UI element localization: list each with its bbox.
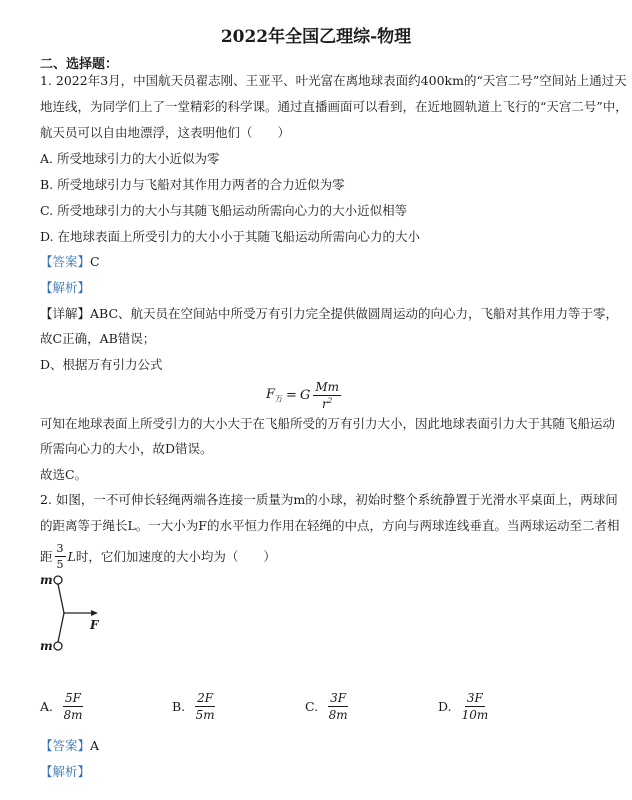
q2-analysis-tag: 【解析】 [40, 764, 91, 779]
q1-option-c: C. 所受地球引力的大小与其随飞船运动所需向心力的大小近似相等 [40, 203, 408, 218]
option-numerator: 3F [466, 691, 483, 705]
lower-rope [58, 613, 64, 642]
q2-option-c [305, 692, 348, 721]
q1-detail-line-2: 故C正确，AB错误； [40, 331, 156, 346]
option-denominator: 8m [328, 708, 348, 722]
q1-after-line-1: 可知在地球表面上所受引力的大小大于在飞船所受的万有引力大小，因此地球表面引力大于其随飞船运动 [40, 416, 616, 431]
detail-text: ABC、航天员在空间站中所受万有引力完全提供做圆周运动的向心力，飞船对其作用力等于零， [90, 306, 619, 321]
top-ball [54, 576, 62, 584]
option-numerator: 3F [330, 691, 347, 705]
q1-answer [40, 254, 100, 270]
option-fraction [63, 692, 83, 721]
bottom-ball [54, 642, 62, 650]
formula-denominator: $r^2$ [322, 397, 333, 411]
formula-coefficient: G [299, 388, 311, 403]
q1-analysis-tag: 【解析】 [40, 280, 91, 295]
option-fraction [462, 692, 489, 721]
q2-stem-line-3 [40, 543, 276, 570]
q1-stem-line-2: 地连线，为同学们上了一堂精彩的科学课。通过直播画面可以看到，在近地圆轨道上飞行的“天宫二号”中， [40, 99, 628, 114]
option-numerator: 5F [65, 691, 81, 705]
q2-stem-line-2: 的距离等于绳长L。一大小为F的水平恒力作用在轻绳的中点，方向与两球连线垂直。当两球运动至二者相 [40, 518, 620, 533]
mass-label-bottom: m [40, 639, 53, 653]
mass-label-top: m [40, 573, 53, 587]
formula-fraction [313, 381, 341, 410]
option-label: C. [305, 699, 319, 714]
option-denominator: 8m [63, 708, 83, 722]
q1-stem-line-1: 1. 2022年3月，中国航天员翟志刚、王亚平、叶光富在离地球表面约400km的“天宫二号”空间站上通过天 [40, 73, 627, 88]
option-denominator: 10m [461, 708, 489, 722]
q2-option-d [438, 692, 488, 721]
q1-option-d: D. 在地球表面上所受引力的大小小于其随飞船运动所需向心力的大小 [40, 229, 421, 244]
distance-denominator: 5 [56, 558, 64, 571]
q2-answer [40, 738, 99, 754]
formula-numerator: Mm [315, 380, 339, 394]
answer-tag: 【答案】 [40, 738, 91, 753]
q2-option-a [40, 692, 83, 721]
q2-line3-prefix: 距 [40, 548, 53, 564]
q1-after-line-3: 故选C。 [40, 467, 88, 482]
upper-rope [58, 584, 64, 613]
detail-tag: 【详解】 [40, 306, 91, 321]
q1-stem-line-3: 航天员可以自由地漂浮，这表明他们（ ） [40, 125, 291, 140]
force-arrow-head [91, 610, 98, 616]
section-heading: 二、选择题： [40, 57, 119, 72]
page-title: 2022年全国乙理综-物理 [220, 27, 412, 47]
option-label: B. [172, 699, 186, 714]
option-label: A. [40, 699, 54, 714]
distance-numerator: 3 [56, 542, 64, 555]
option-denominator: 5m [195, 708, 215, 722]
option-fraction [195, 692, 215, 721]
formula-lhs-sub: 万 [275, 394, 284, 404]
q1-option-a: A. 所受地球引力的大小近似为零 [40, 151, 220, 166]
q1-detail-line-1 [40, 306, 618, 322]
answer-tag: 【答案】 [40, 254, 91, 269]
q1-detail-line-3: D、根据万有引力公式 [40, 357, 163, 372]
option-fraction [328, 692, 348, 721]
gravitation-formula [266, 381, 341, 410]
answer-value: A [90, 738, 100, 753]
answer-value: C [90, 254, 100, 269]
formula-equals: = [286, 388, 297, 403]
distance-variable: L [67, 548, 76, 564]
q1-option-b: B. 所受地球引力与飞船对其作用力两者的合力近似为零 [40, 177, 345, 192]
q2-option-b [172, 692, 215, 721]
q1-after-line-2: 所需向心力的大小，故D错误。 [40, 441, 213, 456]
q2-line3-suffix: 时，它们加速度的大小均为（ ） [75, 548, 276, 564]
distance-fraction [55, 543, 66, 570]
option-label: D. [438, 699, 452, 714]
force-label: F [90, 618, 99, 632]
q2-stem-line-1: 2. 如图，一不可伸长轻绳两端各连接一质量为m的小球，初始时整个系统静置于光滑水平桌面上，两球间 [40, 492, 618, 507]
formula-lhs: F [266, 386, 276, 402]
option-numerator: 2F [197, 691, 214, 705]
